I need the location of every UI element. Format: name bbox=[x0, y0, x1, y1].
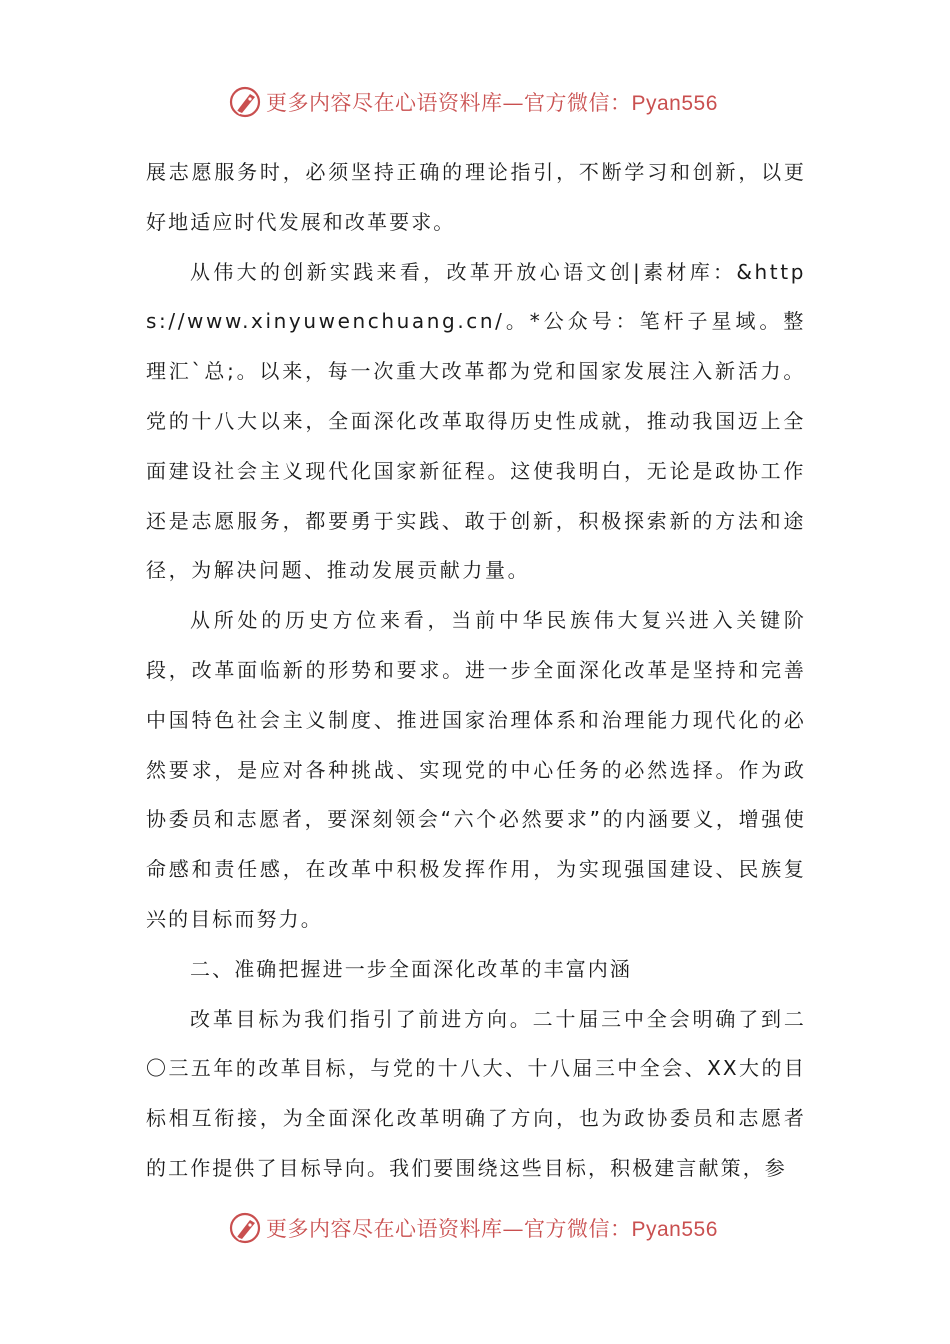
paragraph-3: 从所处的历史方位来看，当前中华民族伟大复兴进入关键阶段，改革面临新的形势和要求。进一步全面深化改革是坚持和完善中国特色社会主义制度、推进国家治理体系和治理能力现代化的必然要求，是应对各种挑战、实现党的中心任务的必然选择。作为政协委员和志愿者，要深刻领会“六个必然要求”的内涵要义，增强使命感和责任感，在改革中积极发挥作用，为实现强国建设、民族复兴的目标而努力。 bbox=[146, 608, 806, 931]
watermark-text bbox=[266, 1213, 718, 1243]
paragraph-1: 展志愿服务时，必须坚持正确的理论指引，不断学习和创新，以更好地适应时代发展和改革要求。 bbox=[146, 160, 806, 234]
watermark-banner-top bbox=[228, 84, 748, 120]
watermark-banner-bottom bbox=[228, 1210, 748, 1246]
section-heading: 二、准确把握进一步全面深化改革的丰富内涵 bbox=[190, 956, 632, 981]
pen-nib-circle-icon bbox=[228, 85, 262, 119]
watermark-code: Pyan556 bbox=[631, 1218, 718, 1241]
paragraph-4: 改革目标为我们指引了前进方向。二十届三中全会明确了到二〇三五年的改革目标，与党的十八大、十八届三中全会、XX大的目标相互衔接，为全面深化改革明确了方向，也为政协委员和志愿者的工作提供了目标导向。我们要围绕这些目标，积极建言献策，参 bbox=[146, 1006, 806, 1180]
document-body bbox=[146, 148, 806, 1194]
watermark-label: 更多内容尽在心语资料库—官方微信： bbox=[266, 1217, 632, 1241]
pen-nib-circle-icon bbox=[228, 1211, 262, 1245]
watermark-label: 更多内容尽在心语资料库—官方微信： bbox=[266, 91, 632, 115]
paragraph-2: 从伟大的创新实践来看，改革开放心语文创|素材库：&https://www.xinyuwenchuang.cn/。*公众号：笔杆子星域。整理汇`总;。以来，每一次重大改革都为党和国家发展注入新活力。党的十八大以来，全面深化改革取得历史性成就，推动我国迈上全面建设社会主义现代化国家新征程。这使我明白，无论是政协工作还是志愿服务，都要勇于实践、敢于创新，积极探索新的方法和途径，为解决问题、推动发展贡献力量。 bbox=[146, 259, 806, 583]
watermark-text bbox=[266, 87, 718, 117]
watermark-code: Pyan556 bbox=[631, 92, 718, 115]
